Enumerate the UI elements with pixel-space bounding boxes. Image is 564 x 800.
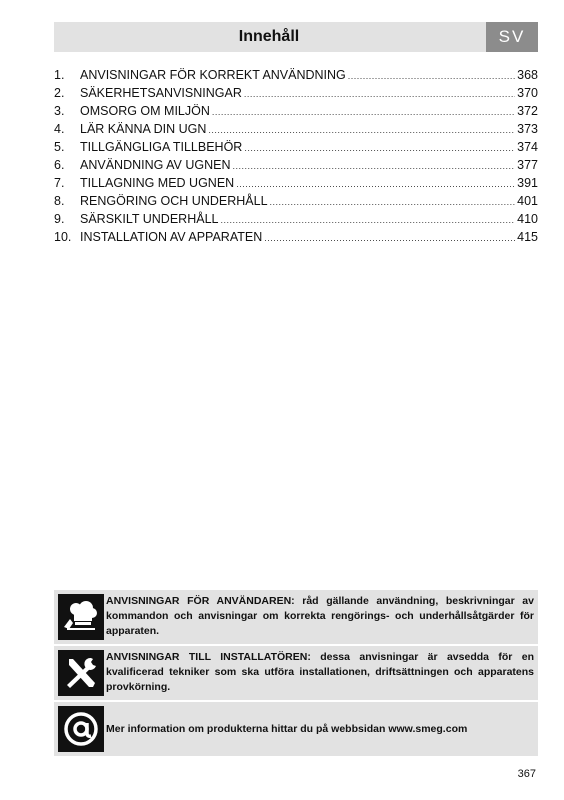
toc-entry[interactable] (54, 230, 538, 248)
toc-page: 368 (517, 68, 538, 82)
toc-page: 410 (517, 212, 538, 226)
notice-installer-text: ANVISNINGAR TILL INSTALLATÖREN: dessa anvisningar är avsedda för en kvalificerad tekniker som ska utföra installationen, driftsättningen och apparatens provkörning. (106, 651, 534, 693)
table-of-contents (54, 68, 538, 248)
toc-number: 9. (54, 212, 65, 226)
toc-leader (244, 89, 515, 99)
toc-leader (233, 161, 516, 171)
toc-leader (264, 233, 515, 243)
toc-page: 377 (517, 158, 538, 172)
toc-entry[interactable] (54, 194, 538, 212)
toc-entry[interactable] (54, 212, 538, 230)
notice-web (54, 702, 538, 756)
toc-page: 370 (517, 86, 538, 100)
page-title: Innehåll (238, 28, 300, 45)
toc-number: 6. (54, 158, 65, 172)
notice-installer (54, 646, 538, 700)
toc-page: 401 (517, 194, 538, 208)
at-sign-icon (58, 706, 104, 752)
toc-number: 8. (54, 194, 65, 208)
toc-title: ANVISNINGAR FÖR KORREKT ANVÄNDNING (80, 68, 346, 82)
toc-title: RENGÖRING OCH UNDERHÅLL (80, 194, 268, 208)
toc-number: 10. (54, 230, 72, 244)
toc-title: SÄKERHETSANVISNINGAR (80, 86, 242, 100)
notice-user (54, 590, 538, 644)
toc-leader (348, 71, 515, 81)
toc-page: 373 (517, 122, 538, 136)
toc-entry[interactable] (54, 140, 538, 158)
toc-page: 391 (517, 176, 538, 190)
toc-number: 2. (54, 86, 65, 100)
toc-number: 3. (54, 104, 65, 118)
toc-entry[interactable] (54, 158, 538, 176)
page-header (54, 22, 538, 52)
toc-title: ANVÄNDNING AV UGNEN (80, 158, 231, 172)
toc-entry[interactable] (54, 176, 538, 194)
toc-title: TILLAGNING MED UGNEN (80, 176, 235, 190)
tools-icon (58, 650, 104, 696)
page-number: 367 (517, 768, 536, 780)
toc-number: 4. (54, 122, 65, 136)
toc-leader (236, 179, 515, 189)
toc-leader (208, 125, 515, 135)
toc-page: 415 (517, 230, 538, 244)
toc-leader (220, 215, 515, 225)
toc-page: 372 (517, 104, 538, 118)
toc-entry[interactable] (54, 86, 538, 104)
toc-title: OMSORG OM MILJÖN (80, 104, 210, 118)
toc-entry[interactable] (54, 104, 538, 122)
toc-page: 374 (517, 140, 538, 154)
toc-title: LÄR KÄNNA DIN UGN (80, 122, 207, 136)
toc-number: 1. (54, 68, 65, 82)
notice-user-text: ANVISNINGAR FÖR ANVÄNDAREN: råd gällande användning, beskrivningar av kommandon och anvisningar om korrekta rengörings- och underhållsåtgärder för apparaten. (106, 595, 534, 637)
toc-title: TILLGÄNGLIGA TILLBEHÖR (80, 140, 243, 154)
toc-entry[interactable] (54, 122, 538, 140)
language-badge: SV (486, 22, 538, 52)
toc-number: 7. (54, 176, 65, 190)
toc-title: SÄRSKILT UNDERHÅLL (80, 212, 219, 226)
chef-hat-icon (58, 594, 104, 640)
toc-leader (270, 197, 516, 207)
toc-number: 5. (54, 140, 65, 154)
toc-title: INSTALLATION AV APPARATEN (80, 230, 263, 244)
notice-web-text[interactable]: Mer information om produkterna hittar du på webbsidan www.smeg.com (106, 722, 468, 735)
toc-entry[interactable] (54, 68, 538, 86)
toc-leader (212, 107, 515, 117)
toc-leader (244, 143, 515, 153)
